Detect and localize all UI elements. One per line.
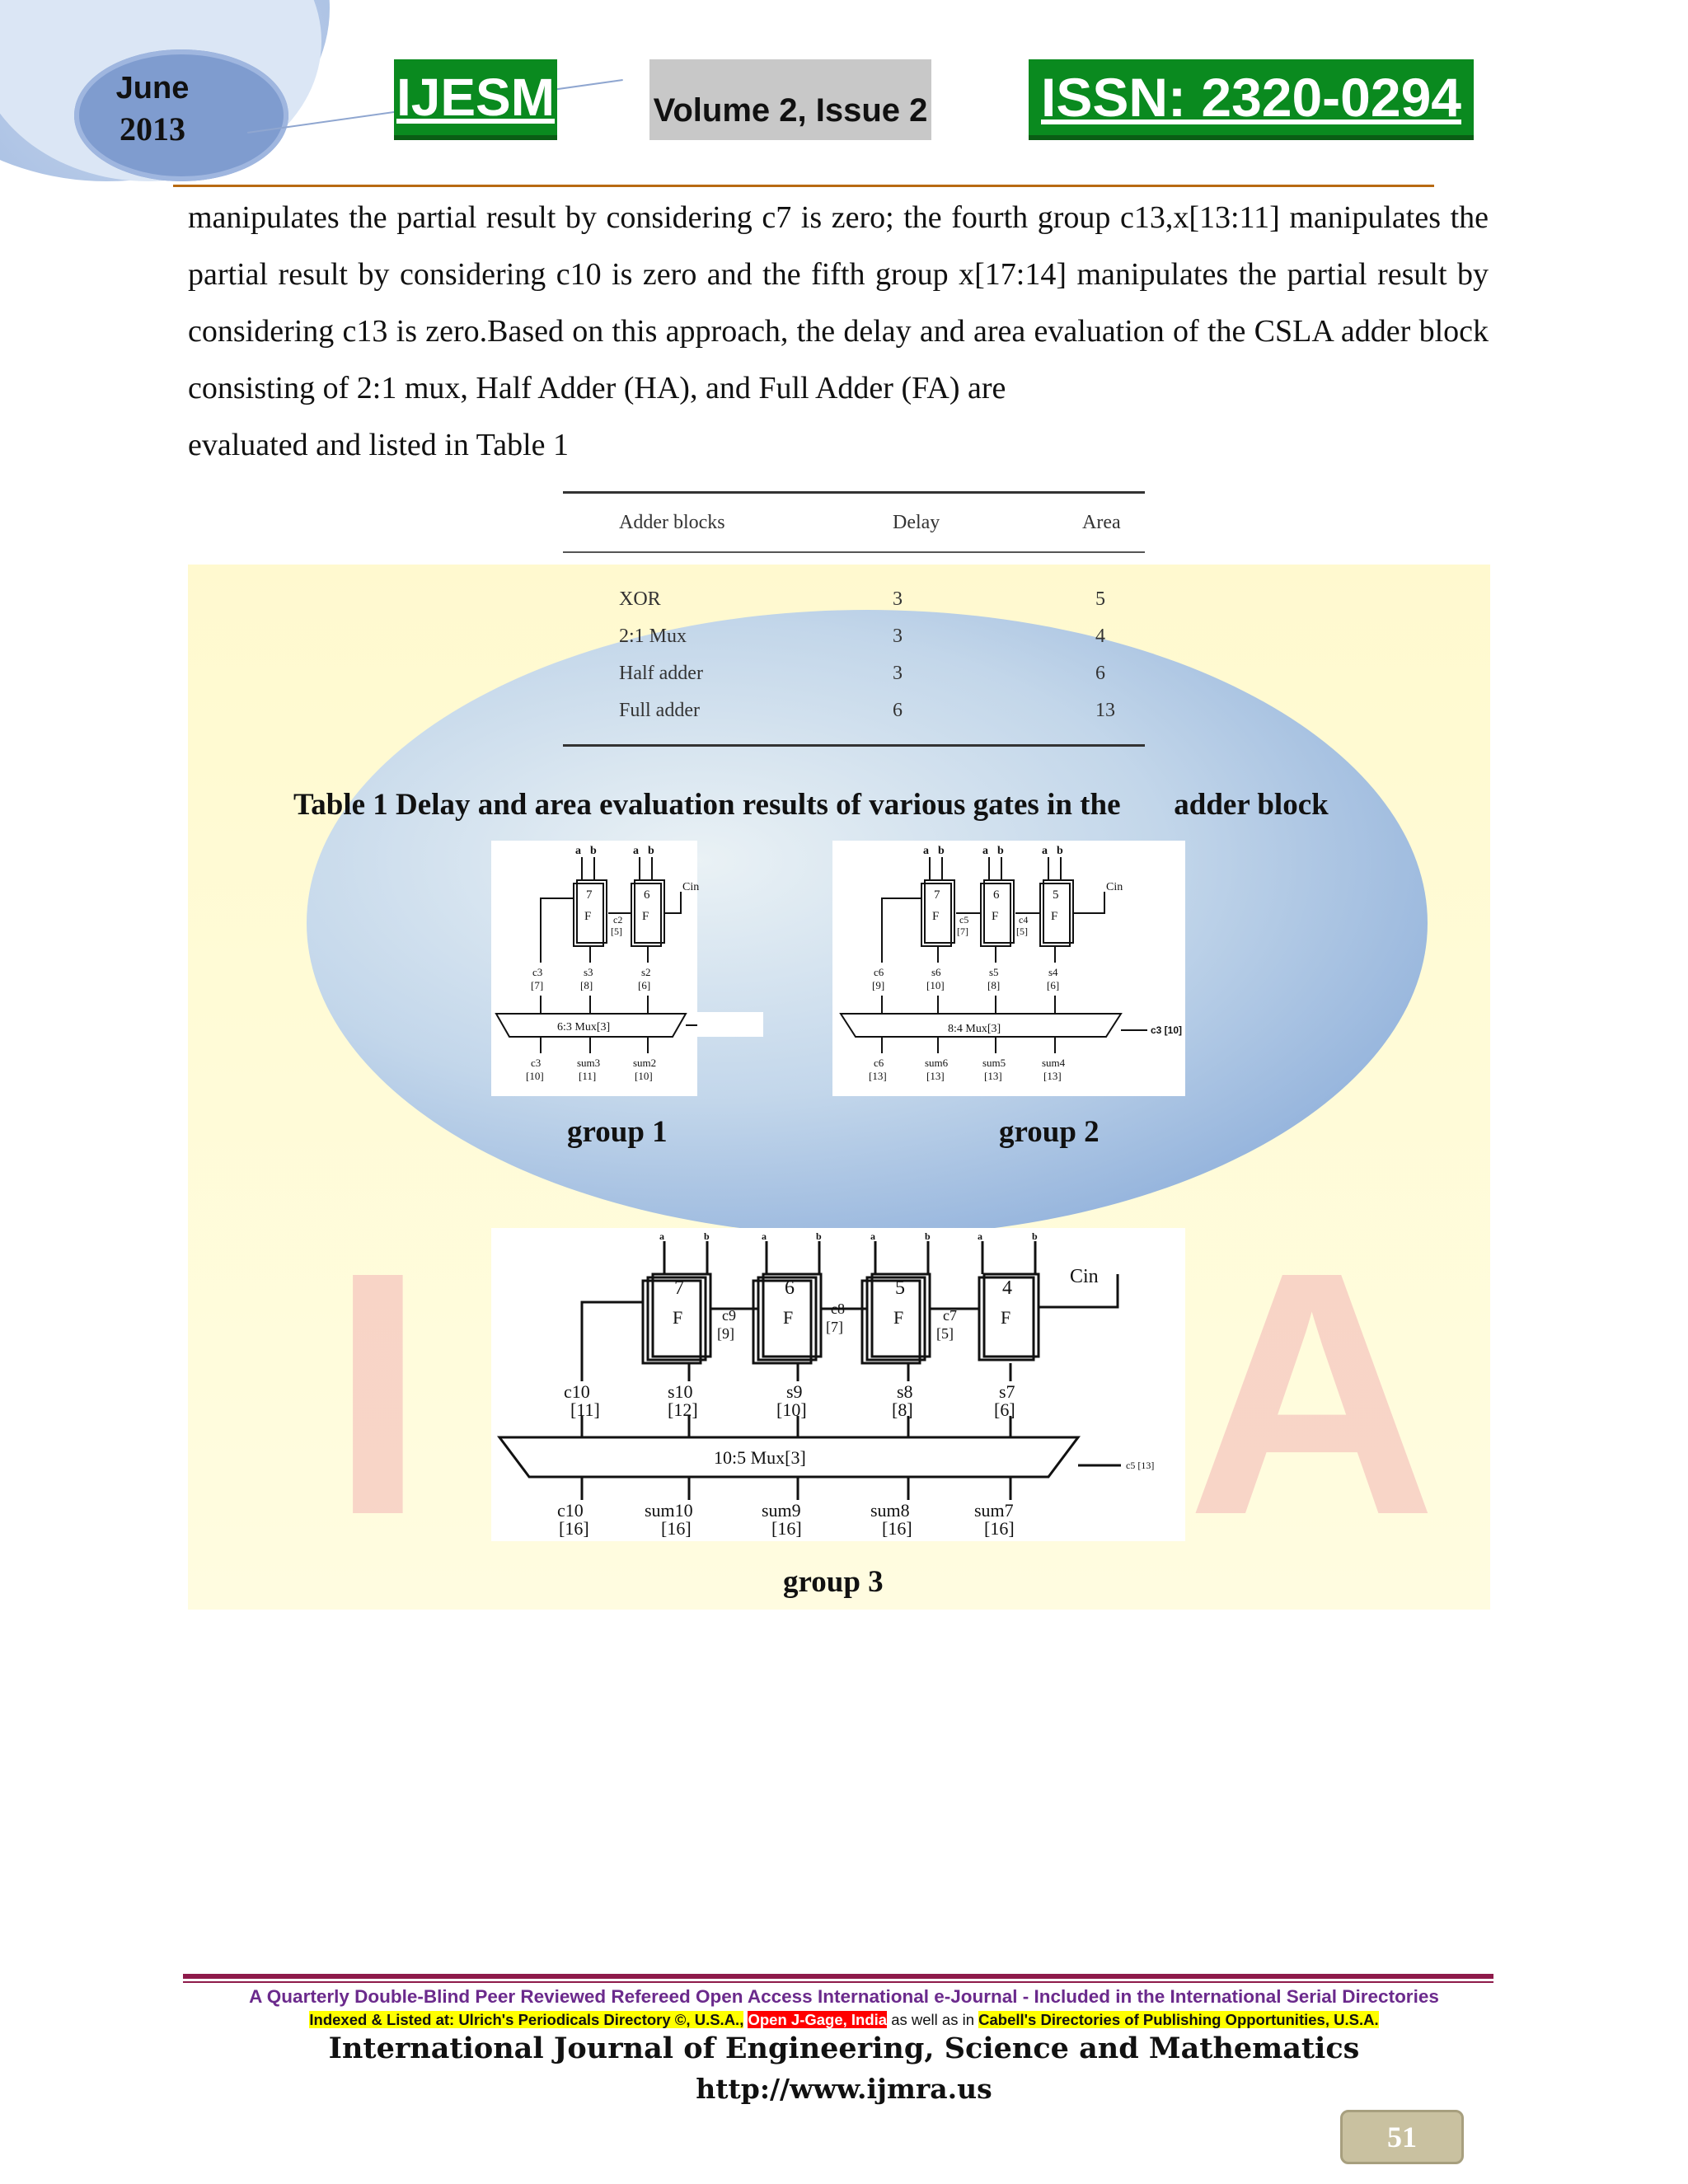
result-label: sum4: [1042, 1057, 1066, 1069]
result-label: [11]: [579, 1070, 597, 1082]
cell-number: 7: [674, 1277, 684, 1299]
table-bottom-rule: [563, 744, 1145, 747]
table-cell: 4: [1095, 626, 1105, 647]
result-label: [16]: [882, 1518, 912, 1539]
output-label: [8]: [892, 1399, 913, 1420]
carry-label: c9: [722, 1307, 736, 1324]
output-label: [6]: [994, 1399, 1015, 1420]
result-label: [13]: [984, 1070, 1002, 1082]
table-row: [563, 655, 1145, 692]
carry-label: [9]: [717, 1325, 734, 1342]
figure-group-2: [832, 841, 1185, 1096]
journal-abbreviation: IJESM: [394, 59, 557, 140]
page-number: 51: [1340, 2110, 1464, 2164]
watermark-letter: A: [1187, 1201, 1437, 1587]
cell-type: F: [642, 910, 649, 923]
input-label: a: [1042, 845, 1048, 857]
table-header-cell: Delay: [893, 511, 940, 533]
output-label: s4: [1048, 966, 1058, 978]
result-label: [16]: [661, 1518, 692, 1539]
table-cell: XOR: [619, 588, 661, 610]
table-row: [563, 692, 1145, 729]
output-label: s3: [584, 966, 593, 978]
paragraph-last-line: evaluated and listed in Table 1: [188, 428, 569, 462]
footer-indexing-cabell: Cabell's Directories of Publishing Opportunities, U.S.A.: [978, 2011, 1379, 2028]
carry-label: [7]: [826, 1319, 843, 1335]
cell-type: F: [1001, 1307, 1011, 1328]
result-label: [13]: [869, 1070, 887, 1082]
cell-number: 5: [1053, 888, 1059, 902]
table-caption: Table 1 Delay and area evaluation results of various gates in the adder block: [293, 788, 1329, 822]
cin-label: Cin: [1070, 1266, 1099, 1287]
carry-label: c4: [1019, 914, 1029, 926]
cell-type: F: [584, 910, 592, 923]
figure-group-3: [491, 1228, 1185, 1541]
output-label: [6]: [1047, 979, 1060, 991]
table-cell: Half adder: [619, 663, 703, 684]
select-label: c3 [10]: [1151, 1024, 1183, 1036]
input-label: b: [1057, 845, 1063, 857]
group-1-select-area: [697, 1012, 763, 1037]
result-label: [13]: [1043, 1070, 1062, 1082]
table-header-rule: [563, 551, 1145, 553]
mux-label: 10:5 Mux[3]: [714, 1447, 806, 1468]
figure-label-group-2: group 2: [999, 1115, 1100, 1149]
result-label: [13]: [926, 1070, 945, 1082]
table-cell: Full adder: [619, 700, 700, 721]
output-label: s6: [931, 966, 941, 978]
output-label: s2: [641, 966, 651, 978]
carry-label: [5]: [1016, 926, 1028, 937]
result-label: sum8: [870, 1500, 910, 1521]
input-label: b: [704, 1230, 710, 1242]
input-label: b: [816, 1230, 822, 1242]
cell-type: F: [1051, 910, 1058, 923]
figure-group-1: [491, 841, 700, 1096]
cin-label: Cin: [682, 881, 700, 893]
output-label: [11]: [570, 1399, 600, 1420]
input-label: a: [870, 1230, 875, 1242]
output-label: [12]: [668, 1399, 698, 1420]
cin-label: Cin: [1106, 881, 1123, 893]
header-rule: [173, 185, 1434, 187]
result-label: sum3: [577, 1057, 601, 1069]
input-label: a: [762, 1230, 767, 1242]
output-label: c6: [874, 966, 884, 978]
table-cell: 3: [893, 663, 903, 684]
footer-rule-thin: [183, 1981, 1493, 1983]
output-label: s10: [668, 1381, 693, 1402]
cell-type: F: [932, 910, 940, 923]
table-cell: 3: [893, 588, 903, 610]
cell-type: F: [783, 1307, 794, 1328]
cell-number: 5: [895, 1277, 905, 1299]
input-label: b: [997, 845, 1004, 857]
output-label: [9]: [872, 979, 885, 991]
output-label: s9: [786, 1381, 803, 1402]
cell-number: 6: [785, 1277, 795, 1299]
figure-label-group-1: group 1: [567, 1115, 668, 1149]
input-label: a: [659, 1230, 664, 1242]
footer-indexing-ulrich: Indexed & Listed at: Ulrich's Periodicals Directory ©, U.S.A.,: [309, 2011, 744, 2028]
select-label: c5 [13]: [1126, 1460, 1155, 1471]
output-label: [6]: [638, 979, 651, 991]
input-label: a: [923, 845, 929, 857]
result-label: [16]: [984, 1518, 1015, 1539]
output-label: [7]: [531, 979, 544, 991]
footer-indexing-joiner: as well as in: [887, 2011, 979, 2028]
input-label: b: [925, 1230, 931, 1242]
mux-label: 8:4 Mux[3]: [948, 1023, 1001, 1035]
issue-month: June: [115, 71, 190, 105]
group-1-diagram: [491, 841, 700, 1096]
table-cell: 13: [1095, 700, 1115, 721]
input-label: a: [978, 1230, 982, 1242]
result-label: [16]: [771, 1518, 802, 1539]
table-header-cell: Adder blocks: [619, 511, 725, 533]
table-1: [563, 491, 1145, 747]
table-header-cell: Area: [1082, 511, 1121, 533]
volume-issue: Volume 2, Issue 2: [649, 59, 931, 140]
result-label: sum7: [974, 1500, 1014, 1521]
result-label: [10]: [635, 1070, 653, 1082]
input-label: a: [982, 845, 988, 857]
cell-type: F: [673, 1307, 683, 1328]
watermark-letter: I: [330, 1201, 426, 1587]
table-cell: 2:1 Mux: [619, 626, 687, 647]
result-label: [16]: [559, 1518, 589, 1539]
group-2-diagram: [832, 841, 1185, 1096]
output-label: c3: [532, 966, 543, 978]
issue-date: [95, 68, 210, 150]
cell-number: 4: [1002, 1277, 1012, 1299]
input-label: b: [648, 845, 654, 857]
input-label: a: [575, 845, 581, 857]
footer-journal-name: International Journal of Engineering, Science and Mathematics: [328, 2032, 1360, 2065]
cell-number: 7: [934, 888, 940, 902]
result-label: sum9: [762, 1500, 801, 1521]
input-label: b: [938, 845, 945, 857]
cell-number: 6: [644, 888, 650, 902]
carry-label: [5]: [611, 926, 622, 937]
result-label: sum10: [645, 1500, 693, 1521]
issn: ISSN: 2320-0294: [1029, 59, 1474, 140]
table-cell: 3: [893, 626, 903, 647]
mux-label: 6:3 Mux[3]: [557, 1021, 611, 1033]
table-row: [563, 581, 1145, 618]
output-label: s5: [989, 966, 999, 978]
output-label: [8]: [987, 979, 1001, 991]
cell-type: F: [992, 910, 999, 923]
output-label: [10]: [776, 1399, 807, 1420]
table-cell: 6: [893, 700, 903, 721]
paragraph-text: manipulates the partial result by considering c7 is zero; the fourth group c13,x[13:11] manipulates the partial result by considering c10 is zero and the fifth group x[17:14] manipulates the partial result by considering c13 is zero.Based on this approach, the delay and area evaluation of the CSLA adder block consisting of 2:1 mux, Half Adder (HA), and Full Adder (FA) are: [188, 200, 1489, 405]
result-label: c3: [531, 1057, 542, 1069]
carry-label: c2: [613, 914, 623, 926]
cell-type: F: [893, 1307, 904, 1328]
output-label: c10: [564, 1381, 590, 1402]
input-label: a: [633, 845, 639, 857]
cell-number: 7: [586, 888, 593, 902]
result-label: sum5: [982, 1057, 1006, 1069]
output-label: s7: [999, 1381, 1015, 1402]
group-3-diagram: [491, 1228, 1185, 1541]
output-label: s8: [897, 1381, 913, 1402]
input-label: b: [1032, 1230, 1038, 1242]
figure-label-group-3: group 3: [783, 1565, 884, 1599]
table-cell: 5: [1095, 588, 1105, 610]
result-label: c6: [874, 1057, 884, 1069]
cell-number: 6: [993, 888, 1000, 902]
carry-label: c7: [943, 1307, 957, 1324]
result-label: c10: [557, 1500, 584, 1521]
carry-label: c5: [959, 914, 969, 926]
result-label: [10]: [526, 1070, 544, 1082]
issue-year: 2013: [120, 110, 185, 148]
result-label: sum6: [925, 1057, 949, 1069]
footer-url[interactable]: http://www.ijmra.us: [696, 2073, 992, 2105]
footer-indexing: [0, 2011, 1688, 2029]
result-label: sum2: [633, 1057, 657, 1069]
footer-rule: [183, 1974, 1493, 1979]
footer-tagline: A Quarterly Double-Blind Peer Reviewed Refereed Open Access International e-Journal - Included in the International Serial Directories: [249, 1986, 1439, 2007]
output-label: [10]: [926, 979, 945, 991]
carry-label: [5]: [936, 1325, 954, 1342]
footer-indexing-jgage: Open J-Gage, India: [748, 2011, 888, 2028]
carry-label: [7]: [957, 926, 968, 937]
input-label: b: [590, 845, 597, 857]
table-cell: 6: [1095, 663, 1105, 684]
table-row: [563, 618, 1145, 655]
output-label: [8]: [580, 979, 593, 991]
table-header-row: [563, 494, 1145, 551]
body-paragraph: [188, 190, 1489, 474]
carry-label: c8: [831, 1301, 845, 1317]
